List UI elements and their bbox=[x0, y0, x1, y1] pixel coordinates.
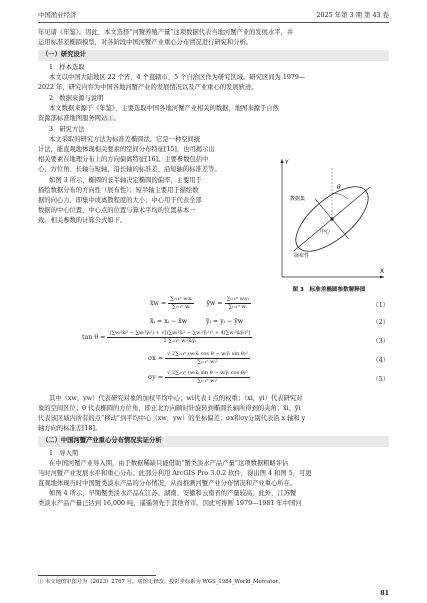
method-text-8: 数据的中心位置，中心点的位置与算术平均的位置基本一 bbox=[38, 207, 196, 214]
data-text-2: 资源部标准地图服务网站①。 bbox=[38, 115, 120, 122]
data-text-1: 本文数据来源于《年鉴》，主要选取中国各地河蟹产业相关的数据，地图来源于自然 bbox=[49, 105, 279, 112]
footnote-rule bbox=[38, 575, 156, 576]
equation-5-number: （5） bbox=[372, 376, 389, 383]
label-center: 中心 bbox=[320, 229, 331, 235]
intro-line-1: 年见诸《年鉴》。因此，本文选择“河蟹养殖产量”这项数据代表当地河蟹产业的发展水平，并 bbox=[38, 29, 294, 36]
label-dataset: 数据集 bbox=[290, 196, 306, 202]
footnote: ① 本文地图审图号为（2023）2767 号。底图无修改；投影坐标系为 WGS_1984_World_Mercator。 bbox=[38, 579, 284, 585]
period-text-3: 直观地体现当时中国蟹类淡水产品的分布情况，从而推测河蟹产业分布情况和产业重心所在。 bbox=[38, 480, 297, 487]
page-number: 81 bbox=[380, 590, 389, 597]
method-text-9: 致。相关参数的计算公式如下。 bbox=[38, 217, 127, 224]
eq1-frac-y: $\frac{\text{∑ᵢ₌₁ⁿ wᵢyᵢ}}{\text{∑ᵢ₌₁ⁿ wᵢ}}$ bbox=[226, 296, 249, 310]
equation-1-number: （1） bbox=[372, 302, 389, 309]
eq5-frac: $\frac{\text{√ 2∑ᵢ₌₁ⁿ (wᵢx̃ᵢ sin θ − wᵢỹᵢ cos θ)²}}{\text{∑ᵢ₌₁ⁿ wᵢ²}}$ bbox=[167, 370, 248, 384]
section-heading-analysis: （二）中国河蟹产业重心分布情况实证分析 bbox=[38, 436, 389, 447]
method-text-2: 计法，能直观地体现相关要素的空间分布特征[15]，也可揭示出 bbox=[38, 146, 215, 153]
eq3-lhs: tan θ = bbox=[82, 334, 106, 341]
intro-line-2: 运用标准差椭圆模型，对各阶段中国河蟹产业重心分布情况进行研究和分析。 bbox=[38, 39, 253, 46]
journal-name: 中国渔业经济 bbox=[38, 11, 77, 19]
eq1-lhs-x: x̄w = bbox=[150, 300, 167, 307]
period-text-1: 在中国河蟹产业导入期，由于数据稀缺只能借助“蟹类淡水产品产量”这项数据粗略评估 bbox=[49, 460, 289, 467]
running-header bbox=[38, 9, 389, 23]
sample-text-2: 2022 年，研究内容为中国各地河蟹产业的发展情况以及产业重心的发展轨迹。 bbox=[38, 84, 258, 91]
y-axis-label: Y bbox=[285, 159, 289, 166]
equation-1 bbox=[150, 296, 310, 311]
variable-text-3: 代表该区域内所有的点“移动”到平均中心（xw，yw）的坐标偏差；σx和σy分别代表沿 x 轴和 y bbox=[38, 415, 306, 422]
center-point bbox=[330, 217, 333, 220]
equation-2: x̃ᵢ = xᵢ − x̄w ỹᵢ = yᵢ − ȳw bbox=[150, 318, 244, 325]
subsection-intro-period: 1．导入期 bbox=[49, 450, 79, 457]
variable-text-2: 象的空间区位；θ 代表椭圆的方位角，即正北方向顺时针旋转到椭圆长轴所得到的夹角；x̃i、ỹi bbox=[38, 405, 301, 412]
period-text-5: 类淡水产品产量已达到 16,000 吨，遥遥领先于其他省市。因此可推断 1979—1981 年中国河 bbox=[38, 500, 302, 507]
figure-caption: 图 3 标准差椭圆参数解释图 bbox=[292, 287, 366, 293]
subsection-method: 3．研究方法 bbox=[49, 126, 85, 133]
method-text-3: 相关要素在地理分布上的方向偏离特征[16]。主要参数包括中 bbox=[38, 156, 209, 163]
equation-4 bbox=[148, 351, 318, 366]
x-axis-label: X bbox=[380, 268, 385, 275]
equation-3 bbox=[82, 330, 352, 345]
equation-3-number: （3） bbox=[372, 338, 389, 345]
variable-text-1: 其中（xw，yw）代表研究对象的加权平均中心；wi代表 i 点的权重；（xi，yi）代表研究对 bbox=[49, 395, 303, 402]
method-text-1: 本文采取的研究方法为标准差椭圆法。它是一种空间统 bbox=[49, 136, 201, 143]
issue-info: 2025 年第 3 期 第 43 卷 bbox=[316, 11, 389, 19]
eq5-lhs: σy = bbox=[148, 374, 164, 381]
sample-text-1: 本文以中国大陆地区 22 个省、4 个直辖市、5 个自治区作为研究区域。研究区间为 1979— bbox=[49, 74, 306, 81]
period-text-2: 当时河蟹产业发展水平和重心分布。此部分利用 ArcGIS Pro 3.0.2 软件，得出图 4 和图 5，可更 bbox=[38, 470, 312, 477]
angle-arc bbox=[332, 193, 348, 199]
equation-2-number: （2） bbox=[372, 319, 389, 326]
equation-5 bbox=[148, 370, 318, 385]
x-axis-arrow bbox=[380, 276, 384, 279]
equation-4-number: （4） bbox=[372, 357, 389, 364]
label-spread: 展布性 bbox=[294, 253, 310, 259]
method-text-6: 描绘数据分布的方向性（展布性）；短半轴主要用于描绘数 bbox=[38, 187, 199, 194]
subsection-sample: 1．样本选取 bbox=[49, 64, 85, 71]
period-text-4: 如图 4 所示，早期蟹类淡水产品在江苏、湖南、安徽和云南省的产量较高。此外，江苏蟹 bbox=[49, 490, 297, 497]
eq4-frac: $\frac{\text{√ 2∑ᵢ₌₁ⁿ (wᵢx̃ᵢ cos θ − wᵢỹᵢ sin θ)²}}{\text{∑ᵢ₌₁ⁿ wᵢ²}}$ bbox=[167, 351, 248, 365]
angle-label: θ bbox=[337, 184, 341, 191]
ellipse-parameter-figure bbox=[268, 153, 390, 285]
eq4-lhs: σx = bbox=[148, 355, 164, 362]
section-heading-design: （一）研究设计 bbox=[38, 50, 389, 61]
eq1-frac-x: $\frac{\text{∑ᵢ₌₁ⁿ wᵢxᵢ}}{\text{∑ᵢ₌₁ⁿ wᵢ}}$ bbox=[170, 296, 193, 310]
y-axis-arrow bbox=[281, 159, 284, 163]
subsection-data: 2．数据来源与说明 bbox=[49, 95, 104, 102]
variable-text-4: 轴方向的标准差[18]。 bbox=[38, 425, 102, 432]
method-text-5: 如图 3 所示，椭圆的长半轴决定椭圆的偏率，主要用于 bbox=[49, 177, 202, 184]
method-text-7: 据的向心力，即集中或离散程度的大小；中心用于代表全部 bbox=[38, 197, 202, 204]
method-text-4: 心、方位角、长轴与短轴、沿长轴的标准差、沿短轴的标准差等。 bbox=[38, 166, 221, 173]
eq1-lhs-y: ȳw = bbox=[206, 300, 223, 307]
eq3-frac: (∑wᵢ²x̃ᵢ² − ∑wᵢ²ỹᵢ²) + √[(∑wᵢ²x̃ᵢ² − ∑wᵢ²ỹᵢ²)² + 4(∑wᵢ²x̃ᵢỹᵢ)²] 2 ∑ᵢ₌₁ⁿ wᵢ²x̃ᵢỹᵢ bbox=[109, 330, 251, 344]
